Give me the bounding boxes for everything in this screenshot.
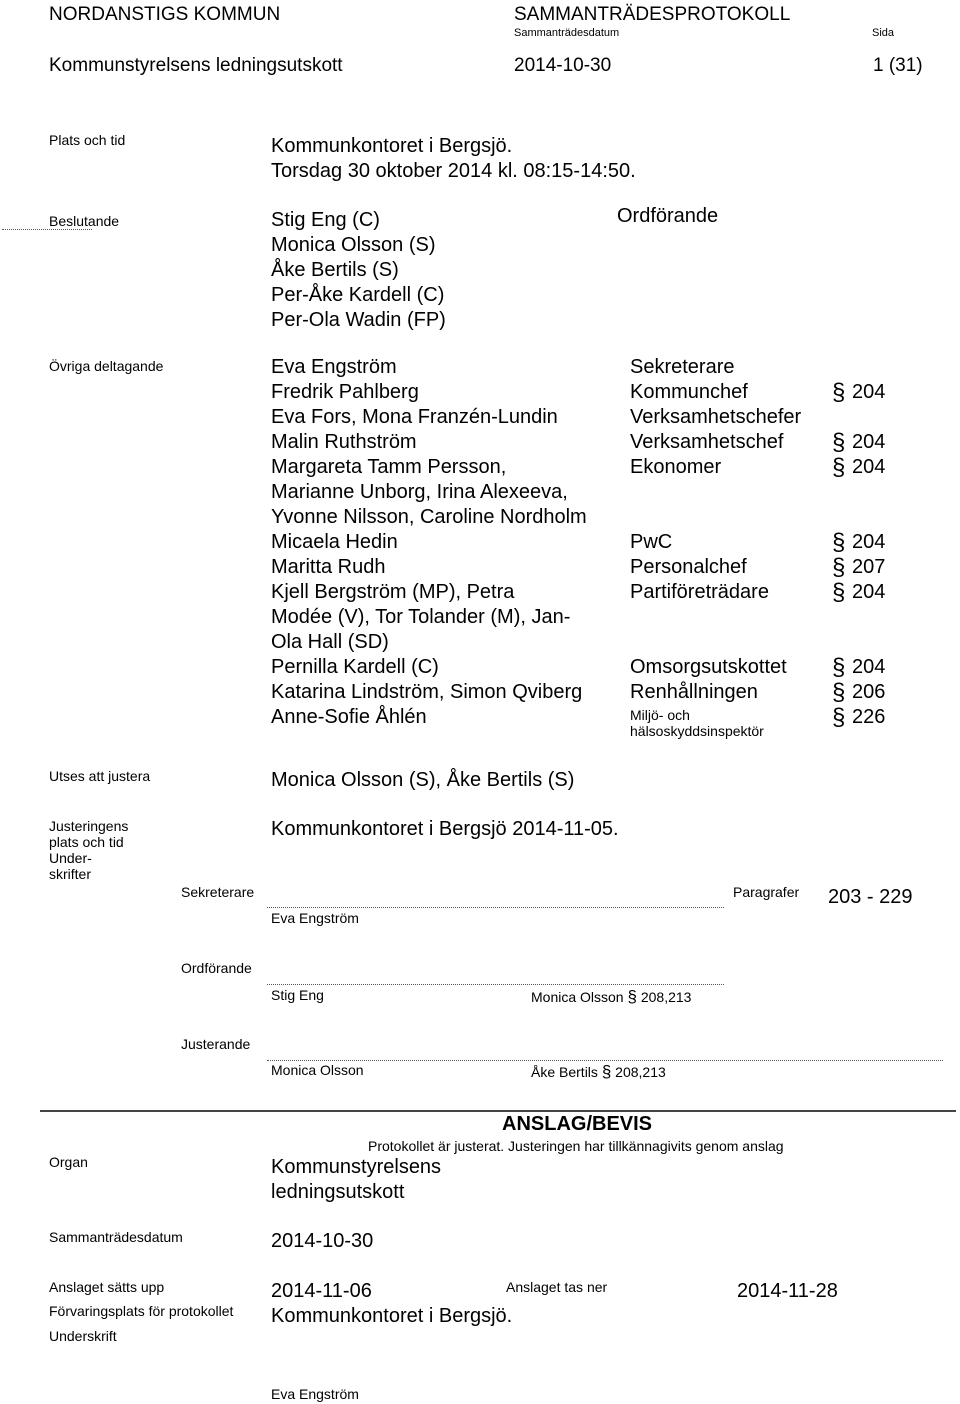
sekreterare-name: Eva Engström	[271, 910, 359, 926]
justerande-signature-line	[267, 1060, 943, 1061]
anslag-title: ANSLAG/BEVIS	[502, 1113, 653, 1135]
participant-name: Eva Engström	[271, 356, 397, 378]
sekreterare-signature-line	[267, 907, 724, 908]
member: Per-Åke Kardell (C)	[271, 284, 445, 306]
participant-role: Omsorgsutskottet	[630, 656, 787, 678]
paragraph-number: 207	[852, 556, 886, 578]
paragraph-icon: §	[832, 679, 846, 706]
ner-label: Anslaget tas ner	[506, 1279, 608, 1295]
plats-line: Torsdag 30 oktober 2014 kl. 08:15-14:50.	[271, 160, 636, 182]
participant-name: Malin Ruthström	[271, 431, 417, 453]
anslag-note: Protokollet är justerat. Justeringen har tillkännagivits genom anslag	[368, 1138, 784, 1154]
date-label: Sammanträdesdatum	[514, 27, 620, 39]
datum-label: Sammanträdesdatum	[49, 1229, 183, 1245]
participant-role: Sekreterare	[630, 356, 735, 378]
participant-role: Partiföreträdare	[630, 581, 769, 603]
underskrift-name: Eva Engström	[271, 1386, 359, 1402]
datum-value: 2014-10-30	[271, 1230, 374, 1252]
justering-label-line: skrifter	[49, 866, 91, 882]
paragraph-number: 204	[852, 431, 886, 453]
paragraph-icon: §	[832, 654, 846, 681]
participant-name: Ola Hall (SD)	[271, 631, 389, 653]
plats-line: Kommunkontoret i Bergsjö.	[271, 135, 513, 157]
justerande-sub-para: 208,213	[615, 1064, 666, 1080]
forvaring-label: Förvaringsplats för protokollet	[49, 1303, 234, 1319]
participant-name: Yvonne Nilsson, Caroline Nordholm	[271, 506, 587, 528]
ner-value: 2014-11-28	[737, 1280, 838, 1302]
participant-name: Fredrik Pahlberg	[271, 381, 419, 403]
participant-role: Verksamhetschef	[630, 431, 784, 453]
participant-role: Verksamhetschefer	[630, 406, 802, 428]
org-name: NORDANSTIGS KOMMUN	[49, 4, 281, 25]
plats-value	[271, 134, 636, 184]
paragraph-icon: §	[832, 579, 846, 606]
page-label: Sida	[872, 27, 895, 39]
participant-role: Ekonomer	[630, 456, 722, 478]
paragraph-number: 204	[852, 456, 886, 478]
paragrafer-value: 203 - 229	[828, 886, 913, 908]
beslutande-role: Ordförande	[617, 205, 719, 227]
page-number: 1 (31)	[873, 55, 923, 76]
paragraph-icon: §	[601, 1062, 612, 1081]
paragraph-number: 204	[852, 381, 886, 403]
participant-role: Renhållningen	[630, 681, 758, 703]
organ-value	[271, 1155, 441, 1205]
paragraph-number: 204	[852, 581, 886, 603]
ordforande-sub-para: 208,213	[640, 989, 692, 1005]
paragraph-number: 204	[852, 656, 886, 678]
participant-name: Pernilla Kardell (C)	[271, 656, 439, 678]
participant-role: Miljö- och hälsoskyddsinspektör	[630, 707, 764, 739]
member: Per-Ola Wadin (FP)	[271, 309, 446, 331]
sekreterare-label: Sekreterare	[181, 884, 255, 900]
utses-value: Monica Olsson (S), Åke Bertils (S)	[271, 769, 575, 791]
paragraph-icon: §	[832, 704, 846, 731]
committee-name: Kommunstyrelsens ledningsutskott	[49, 55, 343, 76]
participant-name: Kjell Bergström (MP), Petra	[271, 581, 515, 603]
organ-label: Organ	[49, 1154, 88, 1170]
justerande-sub	[531, 1062, 666, 1082]
forvaring-value: Kommunkontoret i Bergsjö.	[271, 1305, 513, 1327]
participant-name: Maritta Rudh	[271, 556, 386, 578]
member: Stig Eng (C)	[271, 209, 380, 231]
meeting-date: 2014-10-30	[514, 55, 612, 76]
ordforande-signature-line	[267, 984, 724, 985]
justerande-label: Justerande	[181, 1036, 251, 1052]
participant-role: Kommunchef	[630, 381, 748, 403]
justering-value: Kommunkontoret i Bergsjö 2014-11-05.	[271, 818, 619, 840]
beslutande-leader	[2, 229, 92, 230]
utses-label: Utses att justera	[49, 768, 151, 784]
beslutande-list	[271, 208, 446, 333]
member: Åke Bertils (S)	[271, 259, 399, 281]
ordforande-label: Ordförande	[181, 960, 252, 976]
doc-type: SAMMANTRÄDESPROTOKOLL	[514, 4, 791, 25]
ordforande-sub	[531, 987, 691, 1007]
participant-role: Personalchef	[630, 556, 747, 578]
participant-role: PwC	[630, 531, 673, 553]
paragraph-icon: §	[832, 429, 846, 456]
ordforande-name: Stig Eng	[271, 987, 324, 1003]
paragraph-icon: §	[832, 554, 846, 581]
justering-label-line: plats och tid	[49, 834, 124, 850]
participant-name: Modée (V), Tor Tolander (M), Jan-	[271, 606, 571, 628]
paragraph-icon: §	[627, 987, 637, 1006]
ordforande-sub-name: Monica Olsson	[531, 989, 624, 1005]
participant-name: Eva Fors, Mona Franzén-Lundin	[271, 406, 558, 428]
participant-name: Micaela Hedin	[271, 531, 398, 553]
ovriga-label: Övriga deltagande	[49, 358, 164, 374]
member: Monica Olsson (S)	[271, 234, 436, 256]
participant-name: Anne-Sofie Åhlén	[271, 706, 427, 728]
paragraph-icon: §	[832, 379, 846, 406]
beslutande-label: Beslutande	[49, 213, 120, 229]
participant-name: Marianne Unborg, Irina Alexeeva,	[271, 481, 568, 503]
justering-label-line: Under-	[49, 850, 92, 866]
paragrafer-label: Paragrafer	[733, 884, 800, 900]
underskrift-label: Underskrift	[49, 1328, 117, 1344]
justerande-sub-name: Åke Bertils	[531, 1064, 598, 1080]
paragraph-number: 204	[852, 531, 886, 553]
upp-label: Anslaget sätts upp	[49, 1279, 165, 1295]
justering-label	[49, 818, 128, 882]
paragraph-icon: §	[832, 454, 846, 481]
participant-name: Katarina Lindström, Simon Qviberg	[271, 681, 583, 703]
organ-line: ledningsutskott	[271, 1181, 405, 1203]
paragraph-number: 226	[852, 706, 886, 728]
upp-value: 2014-11-06	[271, 1280, 372, 1302]
organ-line: Kommunstyrelsens	[271, 1156, 442, 1178]
justerande-name: Monica Olsson	[271, 1062, 364, 1078]
paragraph-icon: §	[832, 529, 846, 556]
participant-name: Margareta Tamm Persson,	[271, 456, 507, 478]
justering-label-line: Justeringens	[49, 818, 129, 834]
anslag-divider	[40, 1110, 956, 1112]
paragraph-number: 206	[852, 681, 886, 703]
plats-label: Plats och tid	[49, 132, 126, 148]
